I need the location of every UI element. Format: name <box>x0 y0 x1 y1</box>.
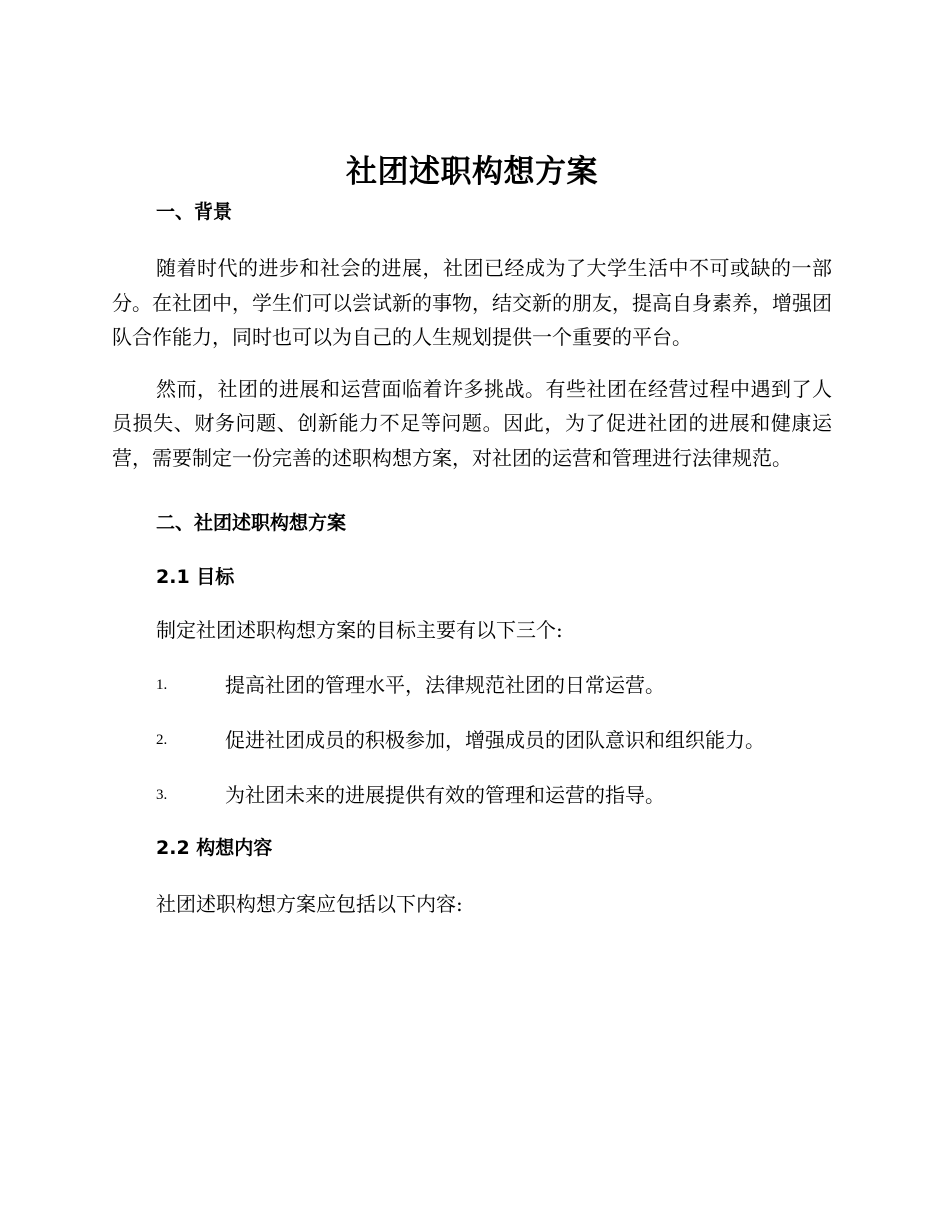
background-paragraph-1: 随着时代的进步和社会的进展，社团已经成为了大学生活中不可或缺的一部分。在社团中，学生们可以尝试新的事物，结交新的朋友，提高自身素养，增强团队合作能力，同时也可以为自己的人生规划提供一个重要的平台。 <box>112 256 832 350</box>
goals-intro: 制定社团述职构想方案的目标主要有以下三个: <box>156 617 563 642</box>
subsection-heading-goals: 2.1 目标 <box>156 565 235 588</box>
list-number: 3. <box>156 786 168 803</box>
goal-list-item-2 <box>112 725 832 755</box>
list-text: 为社团未来的进展提供有效的管理和运营的指导。 <box>225 782 665 807</box>
document-title: 社团述职构想方案 <box>346 154 598 190</box>
list-number: 2. <box>156 731 168 748</box>
section-heading-background: 一、背景 <box>156 201 233 223</box>
list-number: 1. <box>156 676 168 693</box>
section-heading-plan: 二、社团述职构想方案 <box>156 511 347 534</box>
background-paragraph-2: 然而，社团的进展和运营面临着许多挑战。有些社团在经营过程中遇到了人员损失、财务问题、创新能力不足等问题。因此，为了促进社团的进展和健康运营，需要制定一份完善的述职构想方案，对社团的运营和管理进行法律规范。 <box>112 376 832 470</box>
content-intro: 社团述职构想方案应包括以下内容: <box>156 891 463 916</box>
list-text: 促进社团成员的积极参加，增强成员的团队意识和组织能力。 <box>225 727 765 752</box>
list-text: 提高社团的管理水平，法律规范社团的日常运营。 <box>225 672 665 697</box>
document-body <box>112 148 832 919</box>
goal-list-item-3 <box>112 780 832 810</box>
goal-list-item-1 <box>112 670 832 700</box>
subsection-heading-content: 2.2 构想内容 <box>156 836 273 859</box>
